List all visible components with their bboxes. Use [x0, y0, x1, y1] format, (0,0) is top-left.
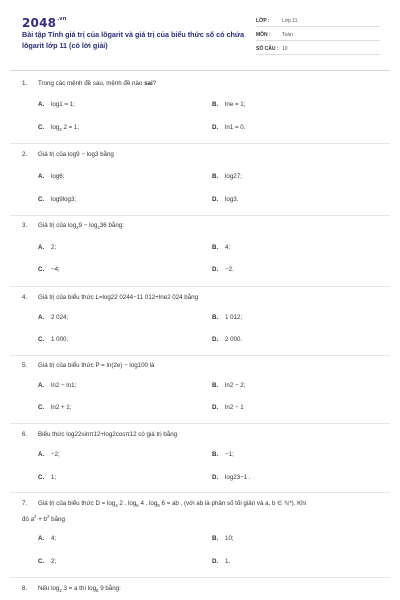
option-text: 1 012; [225, 314, 243, 321]
document-title: Bài tập Tính giá trị của lôgarit và giá trị của biểu thức số có chứa lôgarit lớp 11 (có lời giải) [22, 30, 245, 50]
option-text: ln1 = 0. [225, 124, 246, 131]
option-label: C. [38, 558, 45, 565]
answer-option-d[interactable] [212, 124, 245, 131]
option-text: −1; [225, 451, 234, 458]
option-text: log27; [225, 173, 242, 180]
option-label: D. [212, 474, 219, 481]
answer-option-b[interactable] [212, 314, 242, 321]
question-number: 5. [22, 362, 28, 369]
question-text: Biểu thức log22sinπ12+log2cosπ12 có giá trị bằng [38, 431, 178, 438]
meta-class: LỚP : Lớp 11 [256, 18, 298, 24]
answer-option-a[interactable] [38, 451, 60, 458]
question-8 [22, 585, 121, 593]
option-text: log23−1 . [225, 474, 251, 481]
question-divider [10, 492, 390, 493]
option-text: 1. [225, 558, 231, 565]
option-text: ln2 − 2; [225, 382, 246, 389]
question-number: 7. [22, 500, 28, 507]
option-text: 4; [51, 535, 57, 542]
option-label: A. [38, 244, 45, 251]
option-text: −2; [51, 451, 60, 458]
option-label: C. [38, 336, 45, 343]
question-divider [10, 215, 390, 216]
answer-option-c[interactable] [38, 404, 71, 411]
option-label: B. [212, 244, 219, 251]
option-label: C. [38, 266, 45, 273]
option-label: D. [212, 558, 219, 565]
question-text: Giá trị của biểu thức L=log22 0244−11 012+lne2 024 bằng [38, 294, 199, 301]
question-text: Trong các mệnh đề sau, mệnh đề nào sai? [38, 80, 157, 87]
question-text: Giá trị của $\log_29 - \log_236$ bằng: [38, 222, 124, 231]
answer-option-d[interactable] [212, 266, 234, 273]
option-label: A. [38, 314, 45, 321]
question-divider [10, 355, 390, 356]
question-number: 3. [22, 222, 28, 229]
answer-option-d[interactable] [212, 558, 230, 565]
option-label: A. [38, 101, 45, 108]
option-text: ln2 − 1 [225, 404, 244, 411]
option-label: D. [212, 336, 219, 343]
answer-option-b[interactable] [212, 173, 242, 180]
answer-option-d[interactable] [212, 336, 242, 343]
question-number: 2. [22, 151, 28, 158]
question-divider [10, 143, 390, 144]
question-text-line2: đó $a^2 + b^2$ bằng [22, 514, 65, 524]
meta-count: SỐ CÂU : 10 [256, 46, 288, 52]
answer-option-c[interactable] [38, 124, 79, 132]
question-4 [22, 294, 198, 301]
question-5 [22, 362, 155, 369]
option-label: B. [212, 314, 219, 321]
option-text: log9log3; [51, 196, 77, 203]
question-divider [10, 423, 390, 424]
option-label: C. [38, 404, 45, 411]
answer-option-d[interactable] [212, 196, 238, 203]
option-text: log1 = 1; [51, 101, 75, 108]
header-divider [10, 70, 390, 71]
option-label: B. [212, 101, 219, 108]
question-1 [22, 80, 156, 87]
answer-option-c[interactable] [38, 336, 68, 343]
answer-option-a[interactable] [38, 535, 56, 542]
option-text: 2; [51, 558, 57, 565]
question-divider [10, 286, 390, 287]
option-label: B. [212, 451, 219, 458]
option-label: A. [38, 535, 45, 542]
option-text: 1 000; [51, 336, 69, 343]
answer-option-c[interactable] [38, 474, 56, 481]
option-text: 4; [225, 244, 231, 251]
question-number: 4. [22, 294, 28, 301]
option-label: B. [212, 535, 219, 542]
site-logo[interactable]: $2048^{.vn}$ [22, 16, 67, 30]
option-label: B. [212, 173, 219, 180]
question-text: Giá trị của log9 − log3 bằng [38, 151, 114, 158]
option-text: −2. [225, 266, 234, 273]
question-2 [22, 151, 114, 158]
answer-option-a[interactable] [38, 101, 75, 108]
option-text: 2 024; [51, 314, 69, 321]
answer-option-b[interactable] [212, 244, 230, 251]
meta-subject: MÔN : Toán [256, 32, 293, 38]
option-text: ln2 − ln1; [51, 382, 77, 389]
option-label: A. [38, 173, 45, 180]
answer-option-a[interactable] [38, 173, 64, 180]
option-label: A. [38, 382, 45, 389]
option-text: 1; [51, 474, 57, 481]
option-text: 2; [51, 244, 57, 251]
answer-option-c[interactable] [38, 558, 56, 565]
question-text: Giá trị của biểu thức $D = \log_4 2$ . $\log_6 4$ . $\log_8 6$ = ab , (với ab là phân số tối giản và a, b ∈ ℕ*). Khi [38, 500, 307, 509]
option-label: C. [38, 474, 45, 481]
option-text: 10; [225, 535, 234, 542]
question-number: 1. [22, 80, 28, 87]
answer-option-c[interactable] [38, 196, 76, 203]
answer-option-d[interactable] [212, 474, 251, 481]
question-text: Giá trị của biểu thức P = ln(2e) − log100 là [38, 362, 155, 369]
question-number: 6. [22, 431, 28, 438]
option-text: $\log_2 2 = 1$; [51, 124, 80, 133]
answer-option-b[interactable] [212, 382, 245, 389]
option-label: D. [212, 404, 219, 411]
option-text: log6; [51, 173, 65, 180]
answer-option-d[interactable] [212, 404, 244, 411]
option-label: D. [212, 124, 219, 131]
question-text: Nếu $\log_2 3 = a$ thì $\log_6 9$ bằng: [38, 585, 121, 594]
option-label: D. [212, 196, 219, 203]
option-text: −4; [51, 266, 60, 273]
answer-option-a[interactable] [38, 244, 56, 251]
answer-option-b[interactable] [212, 101, 245, 108]
option-text: lne = 1; [225, 101, 246, 108]
question-number: 8. [22, 585, 28, 592]
option-label: D. [212, 266, 219, 273]
option-label: A. [38, 451, 45, 458]
answer-option-b[interactable] [212, 451, 234, 458]
option-text: log3. [225, 196, 239, 203]
option-text: 2 000. [225, 336, 243, 343]
answer-option-b[interactable] [212, 535, 234, 542]
question-3 [22, 222, 124, 230]
answer-option-c[interactable] [38, 266, 60, 273]
question-divider [10, 577, 390, 578]
option-text: ln2 + 1; [51, 404, 72, 411]
option-label: C. [38, 124, 45, 131]
question-7 [22, 500, 306, 508]
question-6 [22, 431, 177, 438]
answer-option-a[interactable] [38, 382, 76, 389]
option-label: B. [212, 382, 219, 389]
option-label: C. [38, 196, 45, 203]
answer-option-a[interactable] [38, 314, 68, 321]
